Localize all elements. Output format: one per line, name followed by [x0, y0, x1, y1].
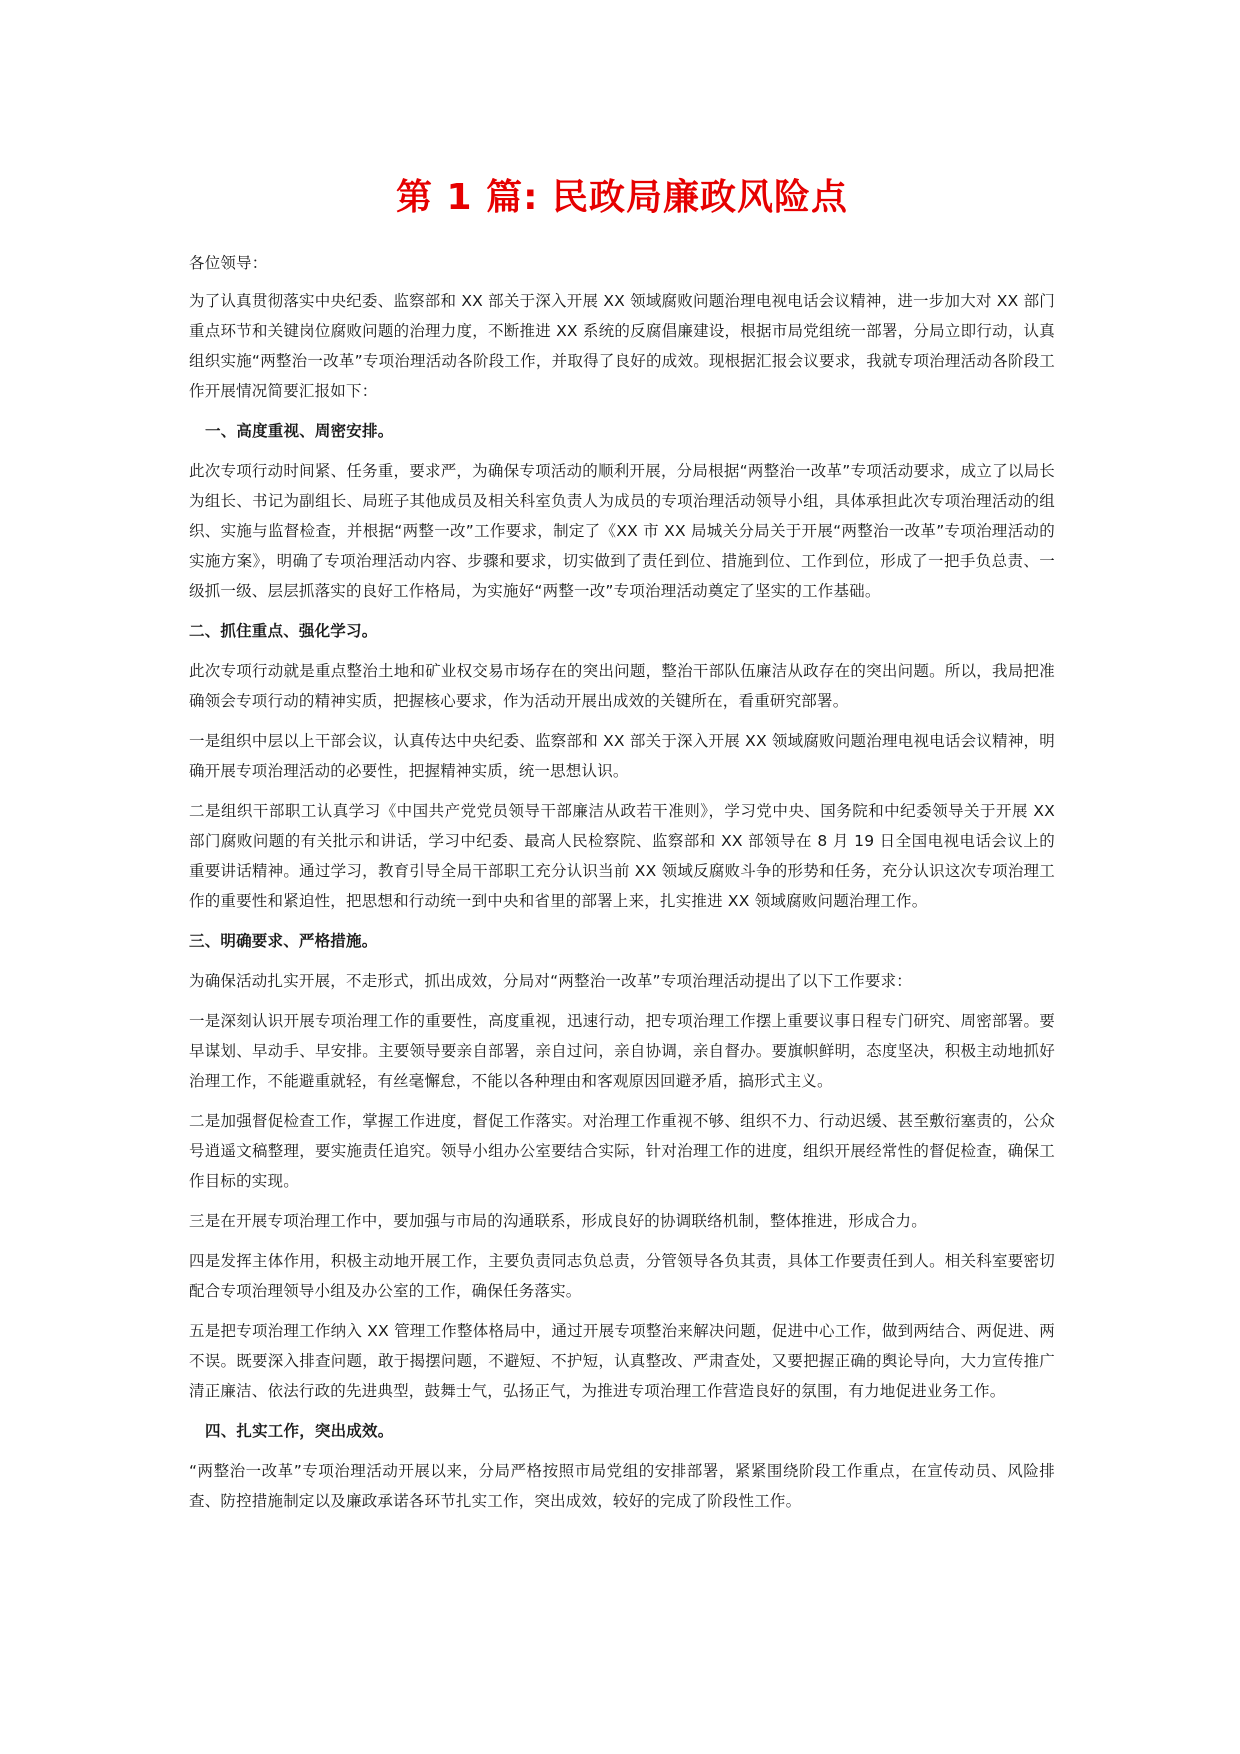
section-paragraph: “两整治一改革”专项治理活动开展以来，分局严格按照市局党组的安排部署，紧紧围绕阶段工作重点，在宣传动员、风险排查、防控措施制定以及廉政承诺各环节扎实工作，突出成效，较好的完成了阶段性工作。 [189, 1462, 1055, 1510]
salutation: 各位领导： [189, 254, 268, 272]
section-paragraph: 此次专项行动时间紧、任务重，要求严，为确保专项活动的顺利开展，分局根据“两整治一改革”专项活动要求，成立了以局长为组长、书记为副组长、局班子其他成员及相关科室负责人为成员的专项治理活动领导小组，具体承担此次专项治理活动的组织、实施与监督检查，并根据“两整一改”工作要求，制定了《XX 市 XX 局城关分局关于开展“两整治一改革”专项治理活动的实施方案》，明确了专项治理活动内容、步骤和要求，切实做到了责任到位、措施到位、工作到位，形成了一把手负总责、一级抓一级、层层抓落实的良好工作格局，为实施好“两整一改”专项治理活动奠定了坚实的工作基础。 [189, 462, 1055, 600]
section-heading: 三、明确要求、严格措施。 [189, 932, 378, 950]
section-heading: 一、高度重视、周密安排。 [205, 422, 394, 440]
intro-paragraph: 为了认真贯彻落实中央纪委、监察部和 XX 部关于深入开展 XX 领域腐败问题治理电视电话会议精神，进一步加大对 XX 部门重点环节和关键岗位腐败问题的治理力度，不断推进 XX 系统的反腐倡廉建设，根据市局党组统一部署，分局立即行动，认真组织实施“两整治一改革”专项治理活动各阶段工作，并取得了良好的成效。现根据汇报会议要求，我就专项治理活动各阶段工作开展情况简要汇报如下： [189, 292, 1055, 400]
section-4 [189, 1416, 1055, 1516]
section-heading: 二、抓住重点、强化学习。 [189, 622, 378, 640]
section-3 [189, 926, 1055, 1406]
document-body [189, 168, 1055, 1526]
section-paragraph: 四是发挥主体作用，积极主动地开展工作，主要负责同志负总责，分管领导各负其责，具体工作要责任到人。相关科室要密切配合专项治理领导小组及办公室的工作，确保任务落实。 [189, 1252, 1055, 1300]
section-paragraph: 为确保活动扎实开展，不走形式，抓出成效，分局对“两整治一改革”专项治理活动提出了以下工作要求： [189, 972, 912, 990]
section-2 [189, 616, 1055, 916]
section-heading: 四、扎实工作，突出成效。 [205, 1422, 394, 1440]
section-1 [189, 416, 1055, 606]
section-paragraph: 五是把专项治理工作纳入 XX 管理工作整体格局中，通过开展专项整治来解决问题，促进中心工作，做到两结合、两促进、两不误。既要深入排查问题，敢于揭摆问题，不避短、不护短，认真整改、严肃查处，又要把握正确的舆论导向，大力宣传推广清正廉洁、依法行政的先进典型，鼓舞士气，弘扬正气，为推进专项治理工作营造良好的氛围，有力地促进业务工作。 [189, 1322, 1055, 1400]
section-paragraph: 此次专项行动就是重点整治土地和矿业权交易市场存在的突出问题，整治干部队伍廉洁从政存在的突出问题。所以，我局把准确领会专项行动的精神实质，把握核心要求，作为活动开展出成效的关键所在，看重研究部署。 [189, 662, 1055, 710]
document-title: 第 1 篇: 民政局廉政风险点 [395, 177, 849, 218]
section-paragraph: 一是深刻认识开展专项治理工作的重要性，高度重视，迅速行动，把专项治理工作摆上重要议事日程专门研究、周密部署。要早谋划、早动手、早安排。主要领导要亲自部署，亲自过问，亲自协调，亲自督办。要旗帜鲜明，态度坚决，积极主动地抓好治理工作，不能避重就轻，有丝毫懈怠，不能以各种理由和客观原因回避矛盾，搞形式主义。 [189, 1012, 1055, 1090]
section-paragraph: 二是组织干部职工认真学习《中国共产党党员领导干部廉洁从政若干准则》，学习党中央、国务院和中纪委领导关于开展 XX 部门腐败问题的有关批示和讲话，学习中纪委、最高人民检察院、监察部和 XX 部领导在 8 月 19 日全国电视电话会议上的重要讲话精神。通过学习，教育引导全局干部职工充分认识当前 XX 领域反腐败斗争的形势和任务，充分认识这次专项治理工作的重要性和紧迫性，把思想和行动统一到中央和省里的部署上来，扎实推进 XX 领域腐败问题治理工作。 [189, 802, 1055, 910]
section-paragraph: 三是在开展专项治理工作中，要加强与市局的沟通联系，形成良好的协调联络机制，整体推进，形成合力。 [189, 1212, 927, 1230]
section-paragraph: 一是组织中层以上干部会议，认真传达中央纪委、监察部和 XX 部关于深入开展 XX 领域腐败问题治理电视电话会议精神，明确开展专项治理活动的必要性，把握精神实质，统一思想认识。 [189, 732, 1055, 780]
section-paragraph: 二是加强督促检查工作，掌握工作进度，督促工作落实。对治理工作重视不够、组织不力、行动迟缓、甚至敷衍塞责的，公众号逍遥文稿整理，要实施责任追究。领导小组办公室要结合实际，针对治理工作的进度，组织开展经常性的督促检查，确保工作目标的实现。 [189, 1112, 1055, 1190]
